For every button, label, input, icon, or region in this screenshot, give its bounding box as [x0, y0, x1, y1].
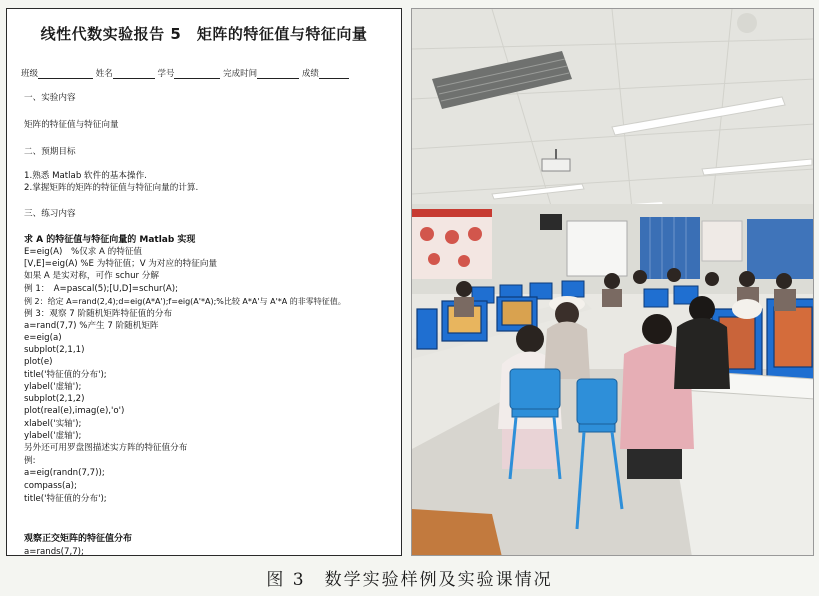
- code-line: ylabel('虚轴');: [24, 382, 82, 392]
- code-line: plot(real(e),imag(e),'o'): [24, 406, 125, 416]
- report-title: 线性代数实验报告 5 矩阵的特征值与特征向量: [40, 25, 368, 43]
- code-line: title('特征值的分布');: [24, 370, 107, 380]
- class-blank: [38, 69, 93, 79]
- code-line: title('特征值的分布');: [24, 494, 107, 504]
- grade-label: 成绩: [301, 69, 319, 79]
- grade-blank: [319, 69, 349, 79]
- code-line: e=eig(a): [24, 333, 62, 343]
- time-label: 完成时间: [223, 69, 258, 79]
- report-page: [6, 8, 402, 556]
- code-line: xlabel('实轴');: [24, 419, 82, 429]
- report-line: 例 3：观察 7 阶随机矩阵特征值的分布: [24, 309, 173, 319]
- code-line: ylabel('虚轴');: [24, 431, 82, 441]
- student-info-fields: [21, 67, 393, 79]
- code-line: a=eig(randn(7,7));: [24, 468, 105, 478]
- section-heading: 三、练习内容: [24, 209, 76, 219]
- subsection-heading: 求 A 的特征值与特征向量的 Matlab 实现: [24, 235, 196, 245]
- code-line: subplot(2,1,2): [24, 394, 85, 404]
- code-line: a=rands(7,7);: [24, 547, 84, 556]
- report-line: 另外还可用罗盘图描述实方阵的特征值分布: [24, 443, 188, 453]
- code-line: [V,E]=eig(A) %E 为特征值；V 为对应的特征向量: [24, 259, 218, 269]
- code-line: subplot(2,1,1): [24, 345, 85, 355]
- classroom-photo-illustration: [412, 9, 814, 556]
- section-heading: 一、实验内容: [24, 93, 76, 103]
- time-blank: [257, 69, 299, 79]
- code-line: E=eig(A) %仅求 A 的特征值: [24, 247, 143, 257]
- subsection-heading: 观察正交矩阵的特征值分布: [24, 534, 133, 544]
- figure-caption: 图 3 数学实验样例及实验课情况: [266, 570, 553, 590]
- code-line: 例 2：给定 A=rand(2,4);d=eig(A*A');f=eig(A'*A);%比较 A*A'与 A'*A 的非零特征值。: [24, 297, 346, 306]
- report-line: 2.掌握矩阵的矩阵的特征值与特征向量的计算.: [24, 183, 199, 193]
- code-line: plot(e): [24, 357, 53, 367]
- report-line: 如果 A 是实对称，可作 schur 分解: [24, 271, 159, 281]
- name-blank: [113, 69, 155, 79]
- code-line: compass(a);: [24, 481, 77, 491]
- classroom-photo: [411, 8, 814, 556]
- code-line: a=rand(7,7) %产生 7 阶随机矩阵: [24, 321, 159, 331]
- name-label: 姓名: [95, 69, 113, 79]
- report-line: 矩阵的特征值与特征向量: [24, 120, 119, 130]
- code-line: 例 1： A=pascal(5);[U,D]=schur(A);: [24, 284, 179, 294]
- report-line: 例:: [24, 456, 36, 466]
- class-label: 班级: [21, 69, 39, 79]
- section-heading: 二、预期目标: [24, 147, 76, 157]
- id-label: 学号: [157, 69, 175, 79]
- report-line: 1.熟悉 Matlab 软件的基本操作.: [24, 171, 147, 181]
- id-blank: [174, 69, 220, 79]
